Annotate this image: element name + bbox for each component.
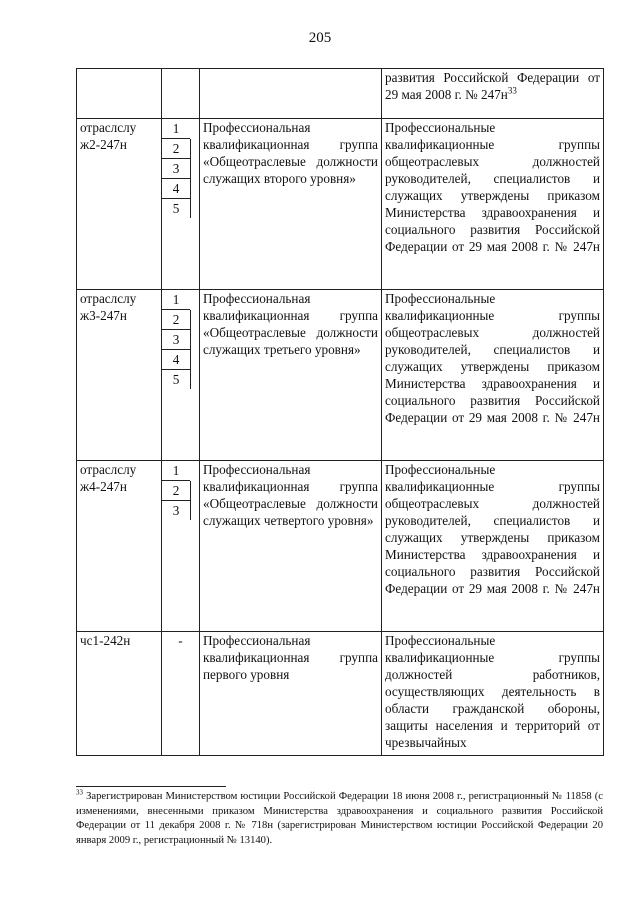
footnote-text: Зарегистрирован Министерством юстиции Российской Федерации 18 июня 2008 г., регистрационный № 11858 (с изменениями, внесенными приказом Министерства здравоохранения и социального развития Российской Федерации от 11 декабря 2008 г. № 718н (зарегистрирован Министерством юстиции Российской Федерации 20 января 2009 г., регистрационный № 13140). xyxy=(76,791,603,846)
levels-cell xyxy=(162,119,200,290)
level-number: 1 xyxy=(162,119,190,139)
basis-cell: Профессиональные квалификационные группы общеотраслевых должностей руководителей, специалистов и служащих утверждены приказом Министерства здравоохранения и социального развития Российской Федерации от 29 мая 2008 г. № 247н xyxy=(382,119,604,290)
level-list xyxy=(162,461,199,520)
level-number: 3 xyxy=(162,501,191,520)
level-number: 2 xyxy=(162,139,191,159)
basis-text: развития Российской Федерации от 29 мая 2008 г. № 247н xyxy=(385,70,600,102)
group-cell xyxy=(200,69,382,119)
levels-cell xyxy=(162,461,200,632)
page-number: 205 xyxy=(308,30,332,46)
levels-cell xyxy=(162,290,200,461)
level-number: 1 xyxy=(162,290,190,310)
table-row xyxy=(77,119,604,290)
table-row xyxy=(77,69,604,119)
levels-cell: - xyxy=(162,632,200,756)
code-cell: отраслслу ж4-247н xyxy=(77,461,162,632)
group-cell: Профессиональная квалификационная группа «Общеотраслевые должности служащих четвертого уровня» xyxy=(200,461,382,632)
level-number: 4 xyxy=(162,179,191,199)
table-row xyxy=(77,290,604,461)
level-number: 5 xyxy=(162,370,191,389)
group-cell: Профессиональная квалификационная группа «Общеотраслевые должности служащих второго уровня» xyxy=(200,119,382,290)
footnote xyxy=(76,790,603,848)
basis-cell: Профессиональные квалификационные группы общеотраслевых должностей руководителей, специалистов и служащих утверждены приказом Министерства здравоохранения и социального развития Российской Федерации от 29 мая 2008 г. № 247н xyxy=(382,461,604,632)
level-number: 3 xyxy=(162,159,191,179)
level-number: 4 xyxy=(162,350,191,370)
group-cell: Профессиональная квалификационная группа «Общеотраслевые должности служащих третьего уровня» xyxy=(200,290,382,461)
level-number: 5 xyxy=(162,199,191,218)
level-number: 2 xyxy=(162,481,191,501)
level-list xyxy=(162,290,199,389)
table-row xyxy=(77,632,604,756)
level-number: 1 xyxy=(162,461,190,481)
code-cell: отраслслу ж3-247н xyxy=(77,290,162,461)
basis-cell: Профессиональные квалификационные группы общеотраслевых должностей руководителей, специалистов и служащих утверждены приказом Министерства здравоохранения и социального развития Российской Федерации от 29 мая 2008 г. № 247н xyxy=(382,290,604,461)
code-cell: чс1-242н xyxy=(77,632,162,756)
code-cell: отраслслу ж2-247н xyxy=(77,119,162,290)
basis-cell xyxy=(382,69,604,119)
level-number: 2 xyxy=(162,310,191,330)
group-cell: Профессиональная квалификационная группа первого уровня xyxy=(200,632,382,756)
footnote-divider xyxy=(76,786,226,787)
code-cell xyxy=(77,69,162,119)
basis-cell: Профессиональные квалификационные группы должностей работников, осуществляющих деятельность в области гражданской обороны, защиты населения и территорий от чрезвычайных xyxy=(382,632,604,756)
footnote-ref: 33 xyxy=(507,85,517,96)
qualification-groups-table xyxy=(76,68,604,756)
level-list xyxy=(162,119,199,218)
level-number: 3 xyxy=(162,330,191,350)
table-row xyxy=(77,461,604,632)
footnote-number: 33 xyxy=(76,788,83,797)
levels-cell xyxy=(162,69,200,119)
